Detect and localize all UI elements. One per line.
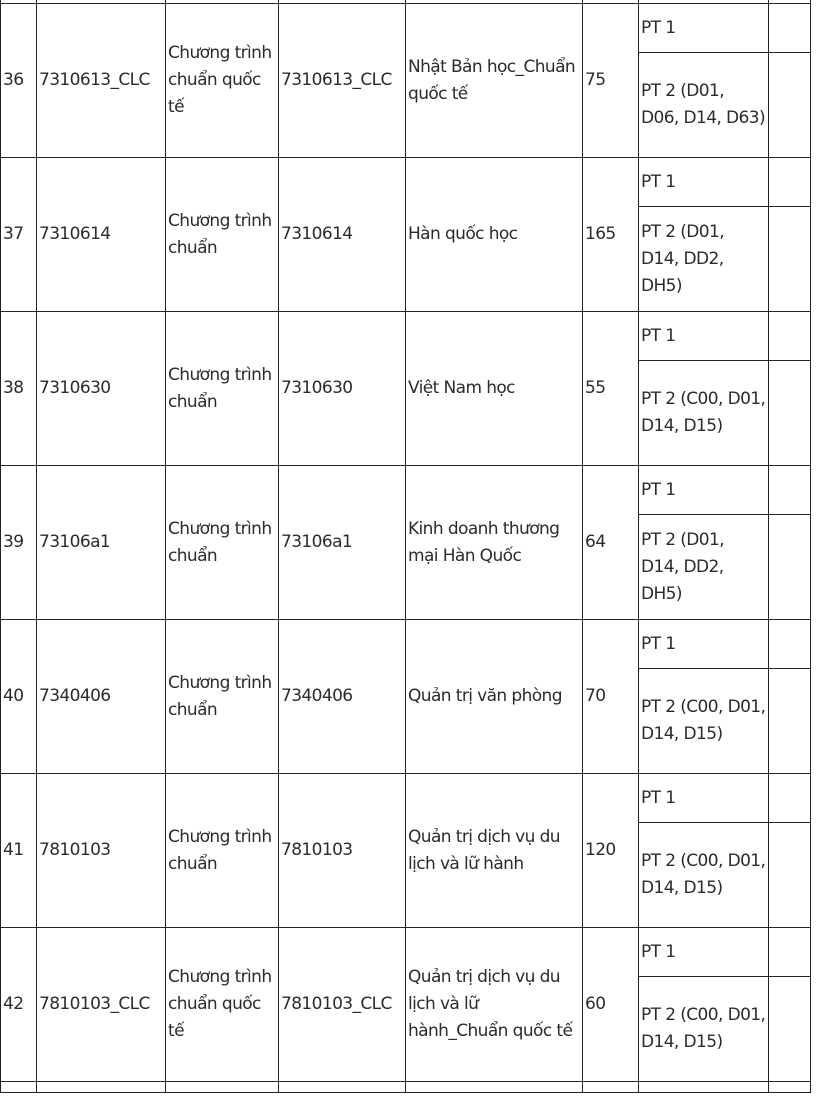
empty-cell xyxy=(769,158,811,207)
empty-cell xyxy=(769,669,811,774)
method-pt1-cell: PT 1 xyxy=(639,4,769,53)
empty-cell xyxy=(769,4,811,53)
method-pt1-cell: PT 1 xyxy=(639,466,769,515)
stt-cell: 40 xyxy=(1,620,37,774)
empty-cell xyxy=(769,312,811,361)
table-row xyxy=(1,158,811,207)
method-pt1-cell: PT 1 xyxy=(639,312,769,361)
empty-cell xyxy=(769,207,811,312)
major-name-cell: Quản trị dịch vụ du lịch và lữ hành xyxy=(406,774,583,928)
method-pt1-cell: PT 1 xyxy=(639,158,769,207)
code-cell: 73106a1 xyxy=(37,466,166,620)
edge-cell xyxy=(1,1082,37,1093)
code-cell: 7810103_CLC xyxy=(37,928,166,1082)
method-pt1-cell: PT 1 xyxy=(639,620,769,669)
edge-cell xyxy=(583,1082,639,1093)
empty-cell xyxy=(769,977,811,1082)
empty-cell xyxy=(769,361,811,466)
program-cell: Chương trình chuẩn quốc tế xyxy=(166,928,279,1082)
quota-cell: 70 xyxy=(583,620,639,774)
edge-cell xyxy=(166,1082,279,1093)
code-cell: 7810103 xyxy=(37,774,166,928)
edge-cell xyxy=(406,1082,583,1093)
major-code-cell: 73106a1 xyxy=(279,466,406,620)
table-row xyxy=(1,466,811,515)
stt-cell: 41 xyxy=(1,774,37,928)
method-pt2-cell: PT 2 (C00, D01, D14, D15) xyxy=(639,977,769,1082)
quota-cell: 120 xyxy=(583,774,639,928)
method-pt1-cell: PT 1 xyxy=(639,774,769,823)
program-cell: Chương trình chuẩn xyxy=(166,774,279,928)
quota-cell: 60 xyxy=(583,928,639,1082)
major-name-cell: Quản trị văn phòng xyxy=(406,620,583,774)
stt-cell: 36 xyxy=(1,4,37,158)
major-name-cell: Kinh doanh thương mại Hàn Quốc xyxy=(406,466,583,620)
method-pt2-cell: PT 2 (C00, D01, D14, D15) xyxy=(639,361,769,466)
major-code-cell: 7310614 xyxy=(279,158,406,312)
major-code-cell: 7810103 xyxy=(279,774,406,928)
method-pt2-cell: PT 2 (C00, D01, D14, D15) xyxy=(639,669,769,774)
empty-cell xyxy=(769,466,811,515)
edge-cell xyxy=(37,1082,166,1093)
quota-cell: 55 xyxy=(583,312,639,466)
quota-cell: 64 xyxy=(583,466,639,620)
edge-cell xyxy=(639,1082,769,1093)
program-cell: Chương trình chuẩn xyxy=(166,312,279,466)
method-pt1-cell: PT 1 xyxy=(639,928,769,977)
major-name-cell: Việt Nam học xyxy=(406,312,583,466)
method-pt2-cell: PT 2 (C00, D01, D14, D15) xyxy=(639,823,769,928)
table-row-bottom-edge xyxy=(1,1082,811,1093)
stt-cell: 37 xyxy=(1,158,37,312)
edge-cell xyxy=(279,1082,406,1093)
code-cell: 7310630 xyxy=(37,312,166,466)
method-pt2-cell: PT 2 (D01, D14, DD2, DH5) xyxy=(639,207,769,312)
edge-cell xyxy=(769,1082,811,1093)
empty-cell xyxy=(769,53,811,158)
empty-cell xyxy=(769,620,811,669)
table-row xyxy=(1,620,811,669)
table-row xyxy=(1,928,811,977)
program-cell: Chương trình chuẩn xyxy=(166,466,279,620)
major-name-cell: Nhật Bản học_Chuẩn quốc tế xyxy=(406,4,583,158)
quota-cell: 75 xyxy=(583,4,639,158)
method-pt2-cell: PT 2 (D01, D06, D14, D63) xyxy=(639,53,769,158)
table-row xyxy=(1,774,811,823)
major-name-cell: Quản trị dịch vụ du lịch và lữ hành_Chuẩn quốc tế xyxy=(406,928,583,1082)
method-pt2-cell: PT 2 (D01, D14, DD2, DH5) xyxy=(639,515,769,620)
empty-cell xyxy=(769,515,811,620)
code-cell: 7310613_CLC xyxy=(37,4,166,158)
major-code-cell: 7310630 xyxy=(279,312,406,466)
major-code-cell: 7340406 xyxy=(279,620,406,774)
stt-cell: 42 xyxy=(1,928,37,1082)
program-cell: Chương trình chuẩn xyxy=(166,620,279,774)
code-cell: 7340406 xyxy=(37,620,166,774)
code-cell: 7310614 xyxy=(37,158,166,312)
major-code-cell: 7310613_CLC xyxy=(279,4,406,158)
stt-cell: 38 xyxy=(1,312,37,466)
table-row xyxy=(1,312,811,361)
table-row xyxy=(1,4,811,53)
stt-cell: 39 xyxy=(1,466,37,620)
table-body xyxy=(1,0,811,1093)
major-code-cell: 7810103_CLC xyxy=(279,928,406,1082)
program-cell: Chương trình chuẩn xyxy=(166,158,279,312)
empty-cell xyxy=(769,823,811,928)
empty-cell xyxy=(769,774,811,823)
major-name-cell: Hàn quốc học xyxy=(406,158,583,312)
empty-cell xyxy=(769,928,811,977)
quota-cell: 165 xyxy=(583,158,639,312)
program-cell: Chương trình chuẩn quốc tế xyxy=(166,4,279,158)
